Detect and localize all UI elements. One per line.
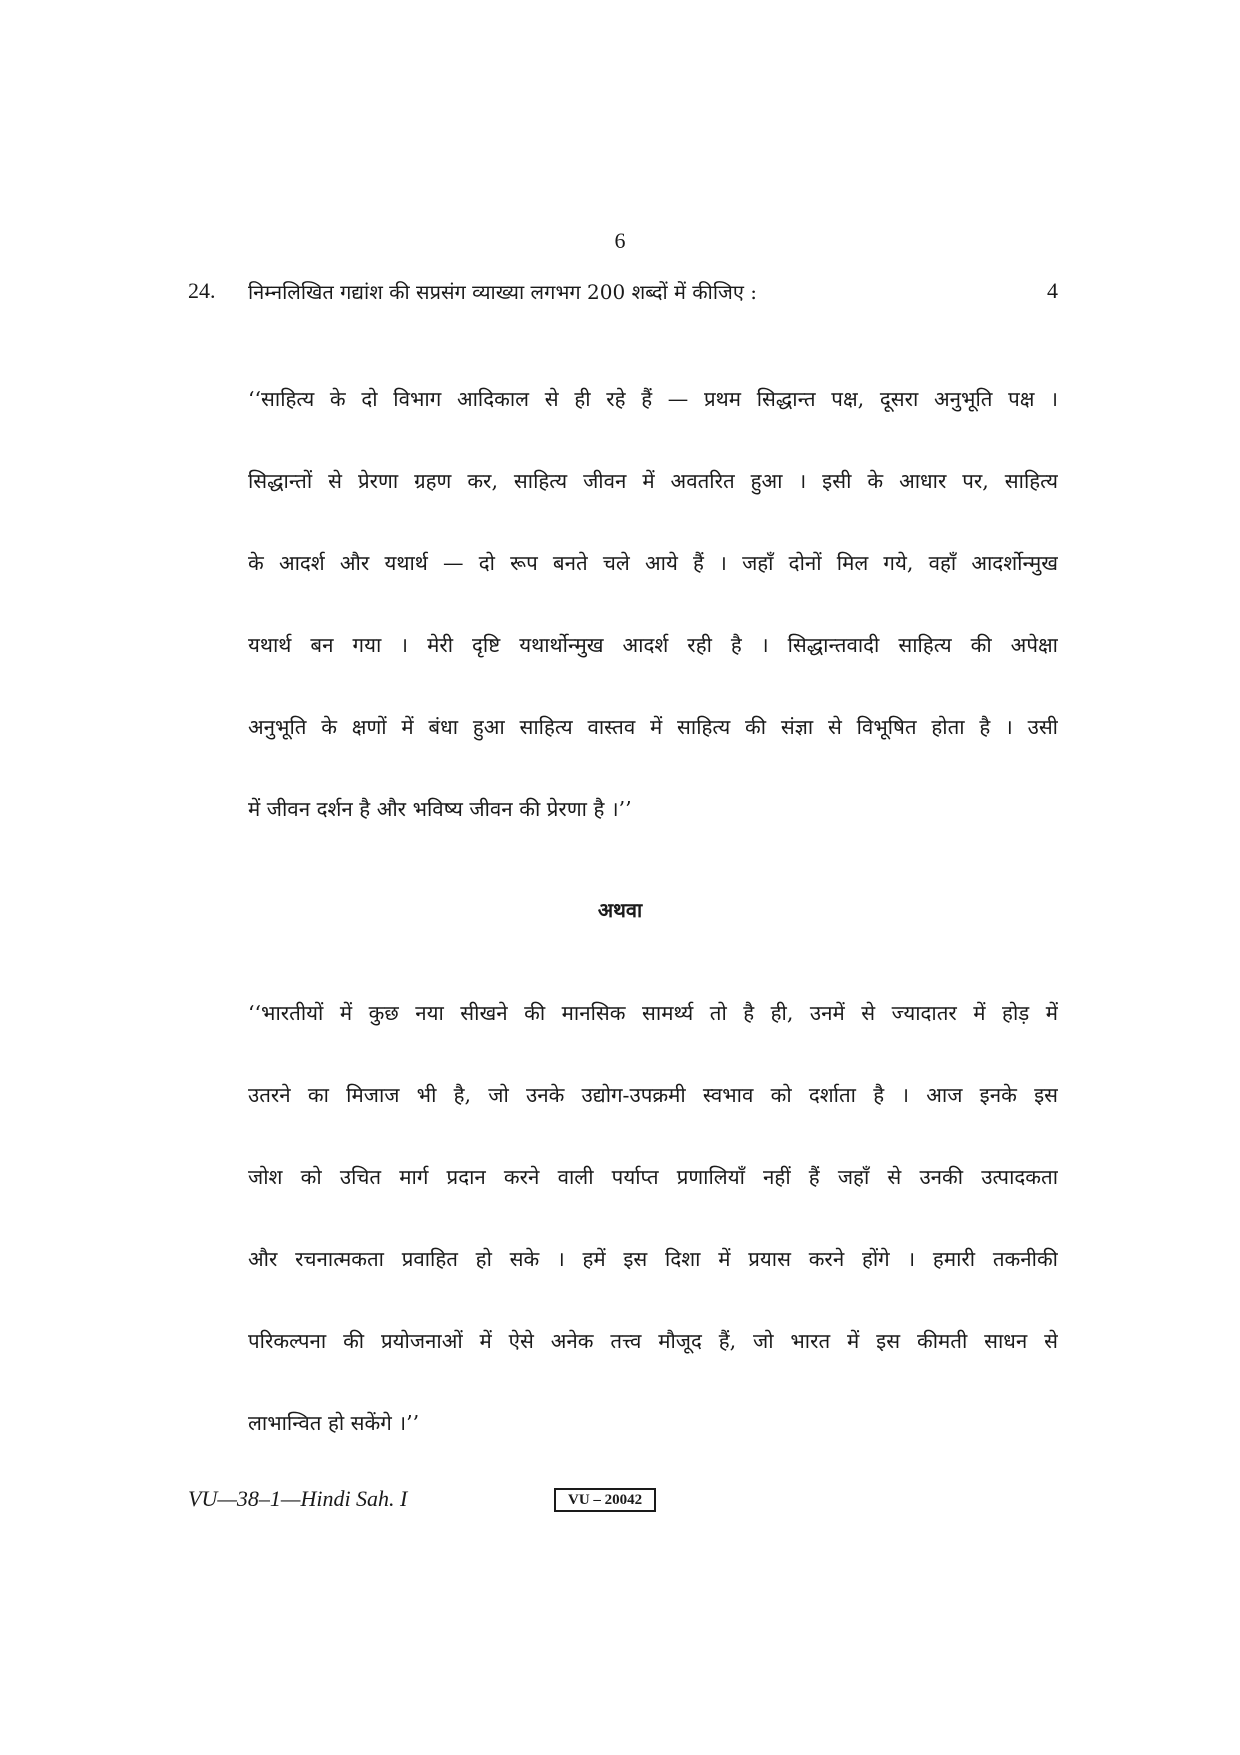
passage-2-line: जोश को उचित मार्ग प्रदान करने वाली पर्याप्त प्रणालियाँ नहीं हैं जहाँ से उनकी उत्पादकता: [248, 1165, 1058, 1189]
footer: [188, 1486, 888, 1520]
passage-2-line: उतरने का मिजाज भी है, जो उनके उद्योग-उपक्रमी स्वभाव को दर्शाता है । आज इनके इस: [248, 1083, 1058, 1107]
passage-1-line: में जीवन दर्शन है और भविष्य जीवन की प्रेरणा है ।’’: [248, 797, 632, 821]
question-number: 24.: [188, 278, 216, 303]
question-marks: 4: [1047, 278, 1058, 303]
passage-2: [248, 998, 1058, 1490]
passage-2-line: ‘‘भारतीयों में कुछ नया सीखने की मानसिक सामर्थ्य तो है ही, उनमें से ज्यादातर में होड़ में: [248, 1001, 1058, 1025]
passage-2-line: लाभान्वित हो सकेंगे ।’’: [248, 1411, 420, 1435]
footer-paper-code: VU—38–1—Hindi Sah. I: [188, 1486, 408, 1511]
or-heading: अथवा: [597, 898, 643, 922]
passage-1-line: यथार्थ बन गया । मेरी दृष्टि यथार्थोन्मुख आदर्श रही है । सिद्धान्तवादी साहित्य की अपेक्षा: [248, 633, 1058, 657]
passage-1-line: सिद्धान्तों से प्रेरणा ग्रहण कर, साहित्य जीवन में अवतरित हुआ । इसी के आधार पर, साहित्य: [248, 469, 1058, 493]
passage-1-line: ‘‘साहित्य के दो विभाग आदिकाल से ही रहे हैं — प्रथम सिद्धान्त पक्ष, दूसरा अनुभूति पक्ष ।: [248, 387, 1058, 411]
question-row: [188, 278, 1058, 310]
passage-1-line: अनुभूति के क्षणों में बंधा हुआ साहित्य वास्तव में साहित्य की संज्ञा से विभूषित होता है । उसी: [248, 715, 1058, 739]
page-number: 6: [614, 228, 626, 253]
passage-2-line: परिकल्पना की प्रयोजनाओं में ऐसे अनेक तत्त्व मौजूद हैं, जो भारत में इस कीमती साधन से: [248, 1329, 1058, 1353]
passage-1-line: के आदर्श और यथार्थ — दो रूप बनते चले आये हैं । जहाँ दोनों मिल गये, वहाँ आदर्शोन्मुख: [248, 551, 1058, 575]
passage-2-line: और रचनात्मकता प्रवाहित हो सके । हमें इस दिशा में प्रयास करने होंगे । हमारी तकनीकी: [248, 1247, 1058, 1271]
passage-1: [248, 384, 1058, 876]
question-text: निम्नलिखित गद्यांश की सप्रसंग व्याख्या लगभग 200 शब्दों में कीजिए :: [248, 280, 758, 304]
footer-boxed-code: VU – 20042: [554, 1488, 656, 1512]
